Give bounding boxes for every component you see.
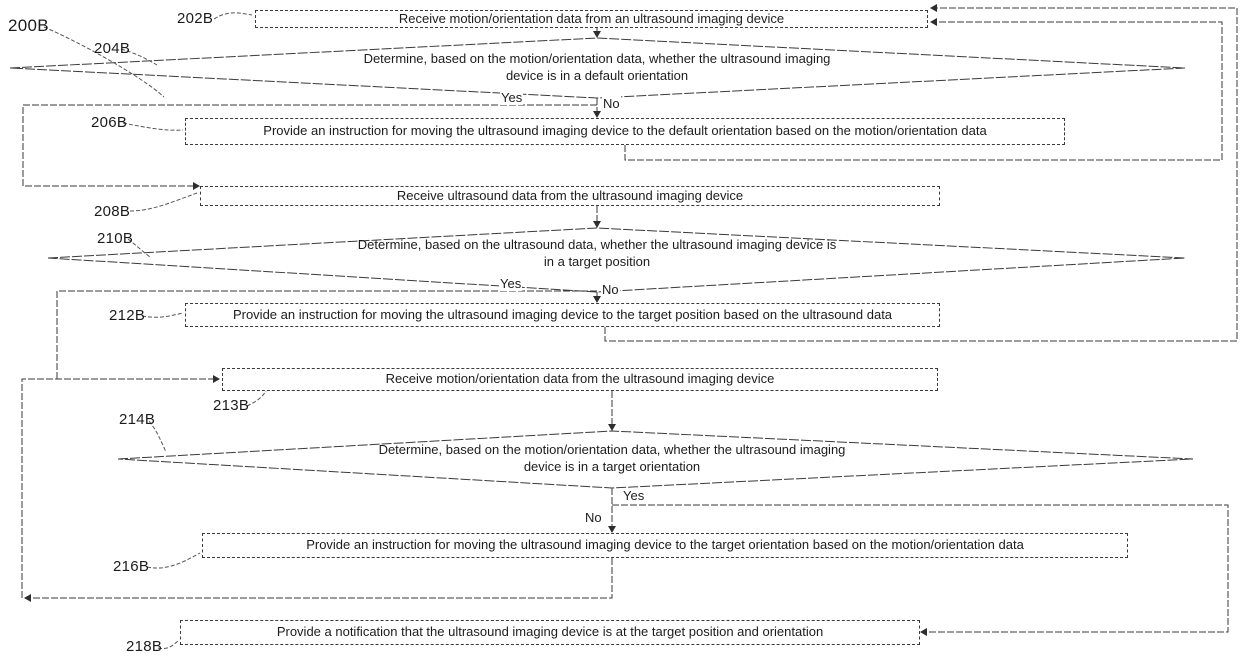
arrow-into-214 bbox=[608, 424, 616, 431]
decision-204B-line2: device is in a default orientation bbox=[505, 68, 689, 83]
arrow-into-202-lower bbox=[930, 18, 937, 26]
arrow-into-208 bbox=[193, 182, 200, 190]
branch-yes-204B: Yes bbox=[501, 90, 523, 105]
process-208B: Receive ultrasound data from the ultrasound imaging device bbox=[200, 186, 940, 206]
decision-204B-text bbox=[197, 50, 997, 84]
branch-no-204B: No bbox=[603, 96, 620, 111]
ref-204B: 204B bbox=[94, 40, 131, 57]
arrow-into-212 bbox=[593, 296, 601, 303]
decision-214B-text bbox=[212, 441, 1012, 475]
leader-202B bbox=[214, 13, 252, 19]
leader-216B bbox=[147, 553, 200, 568]
decision-210B-line1: Determine, based on the ultrasound data, whether the ultrasound imaging device is bbox=[357, 237, 837, 252]
process-216B: Provide an instruction for moving the ultrasound imaging device to the target orientation based on the motion/orientation data bbox=[202, 533, 1128, 558]
ref-202B: 202B bbox=[177, 10, 214, 27]
arrow-into-210 bbox=[593, 221, 601, 228]
decision-214B-line2: device is in a target orientation bbox=[523, 459, 701, 474]
decision-204B-line1: Determine, based on the motion/orientation data, whether the ultrasound imaging bbox=[363, 51, 831, 66]
edge-214-yes-to-218 bbox=[612, 505, 1228, 632]
arrow-into-218 bbox=[920, 628, 927, 636]
ref-206B: 206B bbox=[91, 114, 128, 131]
decision-214B-line1: Determine, based on the motion/orientation data, whether the ultrasound imaging bbox=[378, 442, 846, 457]
ref-210B: 210B bbox=[97, 230, 134, 247]
arrow-into-202-upper bbox=[930, 4, 937, 12]
branch-yes-214B: Yes bbox=[623, 488, 645, 503]
ref-212B: 212B bbox=[109, 307, 146, 324]
leader-208B bbox=[130, 193, 197, 211]
arrow-into-216 bbox=[608, 526, 616, 533]
ref-208B: 208B bbox=[94, 203, 131, 220]
process-218B: Provide a notification that the ultrasound imaging device is at the target position and orientation bbox=[180, 620, 920, 645]
ref-214B: 214B bbox=[119, 411, 156, 428]
leader-212B bbox=[142, 313, 183, 317]
ref-218B: 218B bbox=[126, 638, 163, 655]
branch-no-210B: No bbox=[602, 282, 619, 297]
figure-ref-200B: 200B bbox=[8, 16, 49, 35]
process-212B: Provide an instruction for moving the ultrasound imaging device to the target position based on the ultrasound data bbox=[185, 303, 940, 327]
branch-no-214B: No bbox=[585, 510, 602, 525]
arrow-into-206 bbox=[593, 111, 601, 118]
process-206B: Provide an instruction for moving the ultrasound imaging device to the default orientation based on the motion/orientation data bbox=[185, 118, 1065, 145]
process-213B: Receive motion/orientation data from the ultrasound imaging device bbox=[222, 368, 938, 391]
arrow-loop-corner bbox=[24, 594, 31, 602]
ref-213B: 213B bbox=[213, 397, 250, 414]
branch-yes-210B: Yes bbox=[500, 276, 522, 291]
ref-216B: 216B bbox=[113, 558, 150, 575]
leader-206B bbox=[123, 123, 183, 130]
decision-210B-line2: in a target position bbox=[543, 254, 651, 269]
decision-210B-text bbox=[197, 236, 997, 270]
process-202B: Receive motion/orientation data from an ultrasound imaging device bbox=[255, 10, 928, 28]
arrow-into-204 bbox=[593, 31, 601, 38]
leader-213B bbox=[247, 391, 266, 406]
arrow-into-213 bbox=[213, 375, 220, 383]
